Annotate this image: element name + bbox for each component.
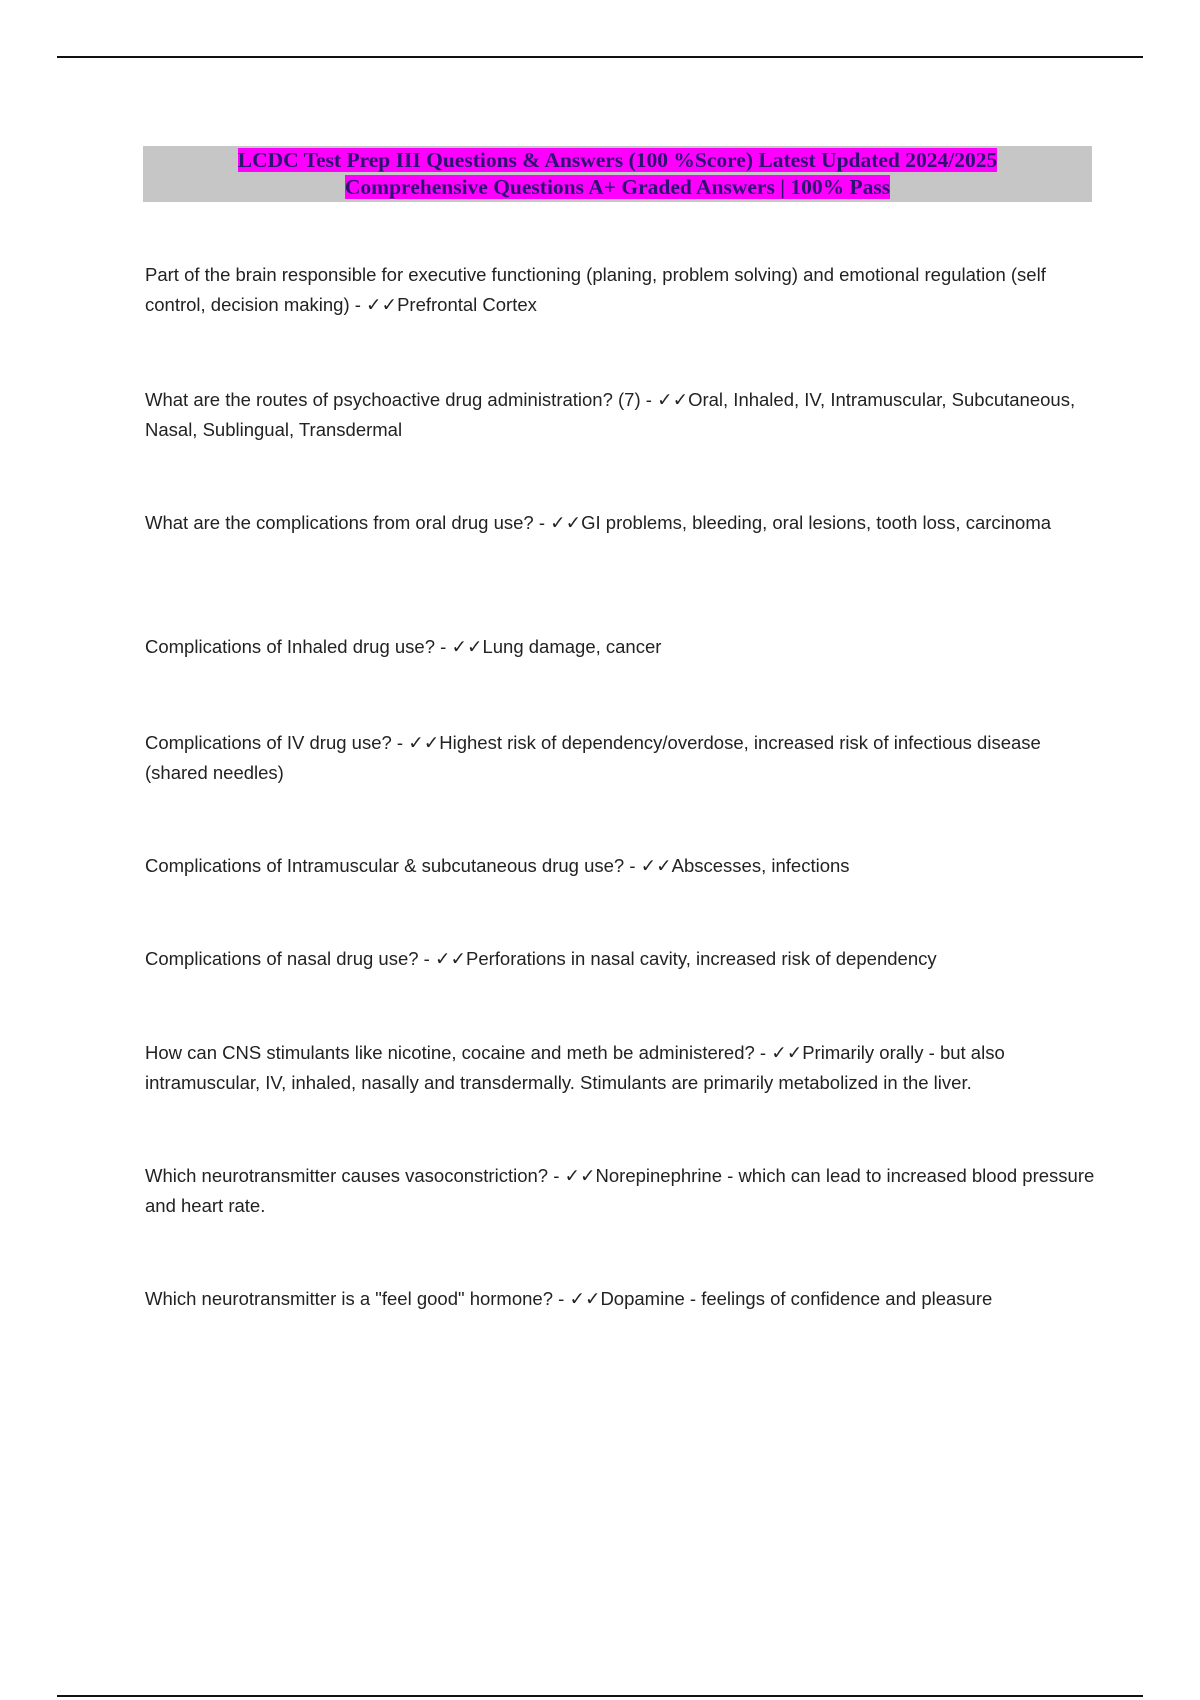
qa-item-6: Complications of Intramuscular & subcutaneous drug use? - ✓✓Abscesses, infections (145, 855, 850, 876)
document-title-banner (143, 146, 1092, 202)
qa-item-3: What are the complications from oral drug use? - ✓✓GI problems, bleeding, oral lesions, tooth loss, carcinoma (145, 512, 1052, 533)
title-line-1: LCDC Test Prep III Questions & Answers (100 %Score) Latest Updated 2024/2025 (237, 148, 998, 172)
top-divider (57, 56, 1143, 58)
qa-item-2: What are the routes of psychoactive drug administration? (7) - ✓✓Oral, Inhaled, IV, Intramuscular, Subcutaneous, Nasal, Sublingual, Transdermal (145, 389, 1076, 440)
title-line-2: Comprehensive Questions A+ Graded Answers | 100% Pass (344, 175, 891, 199)
qa-item-7: Complications of nasal drug use? - ✓✓Perforations in nasal cavity, increased risk of dependency (145, 948, 937, 969)
bottom-divider (57, 1695, 1143, 1697)
qa-item-9: Which neurotransmitter causes vasoconstriction? - ✓✓Norepinephrine - which can lead to increased blood pressure and heart rate. (145, 1165, 1095, 1216)
qa-item-5: Complications of IV drug use? - ✓✓Highest risk of dependency/overdose, increased risk of infectious disease (shared needles) (145, 732, 1041, 783)
qa-item-10: Which neurotransmitter is a "feel good" hormone? - ✓✓Dopamine - feelings of confidence and pleasure (145, 1288, 993, 1309)
qa-item-8: How can CNS stimulants like nicotine, cocaine and meth be administered? - ✓✓Primarily orally - but also intramuscular, IV, inhaled, nasally and transdermally. Stimulants are primarily metabolized in the liver. (145, 1042, 1005, 1093)
qa-item-1: Part of the brain responsible for executive functioning (planing, problem solving) and emotional regulation (self control, decision making) - ✓✓Prefrontal Cortex (145, 264, 1046, 315)
qa-item-4: Complications of Inhaled drug use? - ✓✓Lung damage, cancer (145, 636, 662, 657)
